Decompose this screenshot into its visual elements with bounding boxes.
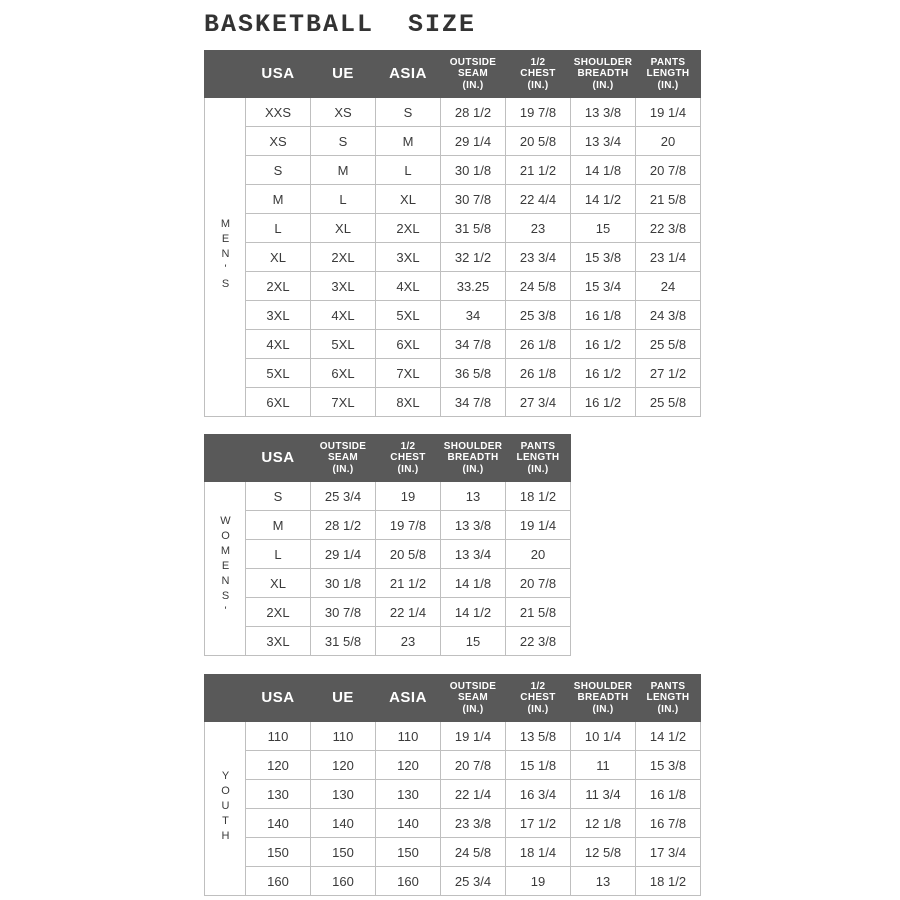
table-row (205, 98, 701, 127)
table-row (205, 751, 701, 780)
table-cell: 30 1/8 (441, 156, 506, 185)
table-row (205, 780, 701, 809)
column-header (636, 51, 701, 98)
table-cell: 11 (571, 751, 636, 780)
column-header-label: (IN.) (397, 463, 419, 475)
table-row (205, 511, 571, 540)
table-cell: 20 7/8 (441, 751, 506, 780)
youth-size-table-container (204, 674, 701, 896)
table-cell: 20 7/8 (506, 569, 571, 598)
table-cell: 17 1/2 (506, 809, 571, 838)
table-cell: 20 (636, 127, 701, 156)
group-label-text: WOMENS' (219, 514, 232, 620)
table-cell: 24 5/8 (506, 272, 571, 301)
table-cell: 33.25 (441, 272, 506, 301)
table-row (205, 627, 571, 656)
table-cell: S (376, 98, 441, 127)
table-row (205, 127, 701, 156)
column-header-label: (IN.) (592, 703, 614, 715)
column-header-label: PANTS (650, 680, 686, 692)
table-cell: 26 1/8 (506, 359, 571, 388)
table-cell: 22 3/8 (506, 627, 571, 656)
table-cell: 13 3/4 (441, 540, 506, 569)
table-cell: 4XL (311, 301, 376, 330)
table-cell: L (246, 540, 311, 569)
column-header (506, 51, 571, 98)
table-cell: 27 1/2 (636, 359, 701, 388)
table-cell: 14 1/2 (571, 185, 636, 214)
table-cell: 34 7/8 (441, 388, 506, 417)
group-label-mens (205, 98, 246, 417)
table-cell: 2XL (246, 272, 311, 301)
column-header-label: LENGTH (646, 68, 690, 80)
table-cell: 30 7/8 (311, 598, 376, 627)
table-cell: 30 7/8 (441, 185, 506, 214)
table-cell: 19 1/4 (441, 722, 506, 751)
column-header-label: ASIA (389, 65, 427, 83)
table-cell: 15 3/8 (571, 243, 636, 272)
womens-size-table-container (204, 434, 571, 656)
table-row (205, 243, 701, 272)
table-cell: 16 1/2 (571, 330, 636, 359)
table-cell: 150 (246, 838, 311, 867)
table-cell: S (246, 482, 311, 511)
table-cell: 2XL (311, 243, 376, 272)
table-row (205, 482, 571, 511)
column-header-label: (IN.) (592, 79, 614, 91)
table-row (205, 598, 571, 627)
column-header (376, 675, 441, 722)
table-cell: 28 1/2 (311, 511, 376, 540)
table-cell: 19 1/4 (636, 98, 701, 127)
table-cell: 14 1/8 (441, 569, 506, 598)
table-cell: 130 (246, 780, 311, 809)
table-cell: 21 5/8 (636, 185, 701, 214)
table-cell: 18 1/2 (636, 867, 701, 896)
column-header-label: 1/2 (530, 56, 546, 68)
table-cell: 34 7/8 (441, 330, 506, 359)
table-cell: 110 (376, 722, 441, 751)
column-header-label: (IN.) (657, 703, 679, 715)
table-row (205, 272, 701, 301)
table-cell: 23 3/8 (441, 809, 506, 838)
table-cell: 160 (311, 867, 376, 896)
table-cell: 14 1/2 (441, 598, 506, 627)
table-cell: 17 3/4 (636, 838, 701, 867)
table-row (205, 388, 701, 417)
column-header-label: PANTS (650, 56, 686, 68)
column-header-label: USA (261, 65, 295, 83)
column-header-label: (IN.) (462, 463, 484, 475)
table-cell: XXS (246, 98, 311, 127)
table-cell: 10 1/4 (571, 722, 636, 751)
column-header (441, 51, 506, 98)
group-label-text: MEN'S (219, 218, 232, 293)
table-cell: 24 5/8 (441, 838, 506, 867)
column-header (376, 435, 441, 482)
table-cell: XS (311, 98, 376, 127)
table-cell: 15 1/8 (506, 751, 571, 780)
table-cell: XS (246, 127, 311, 156)
table-cell: 25 3/4 (311, 482, 376, 511)
table-row (205, 722, 701, 751)
youth-size-table (204, 674, 701, 896)
column-header (441, 675, 506, 722)
table-cell: 5XL (311, 330, 376, 359)
table-row (205, 569, 571, 598)
table-cell: 12 5/8 (571, 838, 636, 867)
table-row (205, 867, 701, 896)
table-cell: 24 3/8 (636, 301, 701, 330)
table-cell: 13 5/8 (506, 722, 571, 751)
group-label-text: YOUTH (219, 769, 232, 845)
table-cell: 110 (311, 722, 376, 751)
table-cell: 7XL (376, 359, 441, 388)
page-title: BASKETBALL SIZE (204, 10, 477, 39)
table-row (205, 214, 701, 243)
table-cell: 160 (246, 867, 311, 896)
table-cell: L (311, 185, 376, 214)
column-header-label: (IN.) (527, 79, 549, 91)
column-header-label: USA (261, 449, 295, 467)
column-header (311, 51, 376, 98)
table-cell: 18 1/4 (506, 838, 571, 867)
table-cell: 2XL (246, 598, 311, 627)
table-cell: 16 1/2 (571, 388, 636, 417)
column-header (246, 435, 311, 482)
column-header-label: (IN.) (462, 703, 484, 715)
table-cell: XL (246, 243, 311, 272)
table-cell: 30 1/8 (311, 569, 376, 598)
table-cell: 8XL (376, 388, 441, 417)
table-cell: 31 5/8 (311, 627, 376, 656)
table-row (205, 540, 571, 569)
table-cell: 16 1/2 (571, 359, 636, 388)
column-header (246, 675, 311, 722)
table-cell: 14 1/8 (571, 156, 636, 185)
table-cell: 5XL (376, 301, 441, 330)
table-cell: 23 1/4 (636, 243, 701, 272)
table-cell: 140 (246, 809, 311, 838)
table-cell: 11 3/4 (571, 780, 636, 809)
table-cell: 3XL (376, 243, 441, 272)
table-cell: 7XL (311, 388, 376, 417)
table-cell: M (246, 185, 311, 214)
column-header (571, 51, 636, 98)
table-cell: 22 3/8 (636, 214, 701, 243)
table-cell: 16 1/8 (571, 301, 636, 330)
table-cell: XL (246, 569, 311, 598)
table-cell: 23 3/4 (506, 243, 571, 272)
table-cell: 6XL (376, 330, 441, 359)
table-cell: 150 (311, 838, 376, 867)
table-cell: 6XL (246, 388, 311, 417)
table-cell: 110 (246, 722, 311, 751)
table-cell: 19 7/8 (376, 511, 441, 540)
table-cell: 14 1/2 (636, 722, 701, 751)
table-cell: 25 5/8 (636, 330, 701, 359)
table-cell: 13 3/4 (571, 127, 636, 156)
table-cell: 4XL (376, 272, 441, 301)
column-header-label: (IN.) (527, 703, 549, 715)
table-cell: 22 1/4 (376, 598, 441, 627)
column-header-label: (IN.) (332, 463, 354, 475)
table-cell: 22 4/4 (506, 185, 571, 214)
table-cell: 120 (311, 751, 376, 780)
mens-size-table (204, 50, 701, 417)
table-cell: 36 5/8 (441, 359, 506, 388)
column-header-label: SHOULDER (573, 680, 633, 692)
table-cell: 18 1/2 (506, 482, 571, 511)
column-header-label: CHEST (520, 68, 556, 80)
group-label-youth (205, 722, 246, 896)
table-cell: 23 (376, 627, 441, 656)
table-cell: 13 (441, 482, 506, 511)
column-header-label: UE (332, 689, 354, 707)
column-header-label: (IN.) (462, 79, 484, 91)
column-header (441, 435, 506, 482)
table-cell: 27 3/4 (506, 388, 571, 417)
table-cell: 32 1/2 (441, 243, 506, 272)
table-cell: 4XL (246, 330, 311, 359)
table-cell: 3XL (246, 627, 311, 656)
table-cell: 120 (246, 751, 311, 780)
table-cell: 34 (441, 301, 506, 330)
table-cell: 31 5/8 (441, 214, 506, 243)
table-row (205, 809, 701, 838)
table-cell: 29 1/4 (441, 127, 506, 156)
table-cell: 16 1/8 (636, 780, 701, 809)
column-header-label: (IN.) (657, 79, 679, 91)
column-header-label: LENGTH (646, 692, 690, 704)
table-cell: 19 1/4 (506, 511, 571, 540)
column-header (311, 675, 376, 722)
table-cell: L (376, 156, 441, 185)
table-cell: 15 3/8 (636, 751, 701, 780)
table-cell: 130 (311, 780, 376, 809)
table-cell: 19 7/8 (506, 98, 571, 127)
column-header-label: OUTSIDE (449, 56, 497, 68)
table-cell: 28 1/2 (441, 98, 506, 127)
table-cell: 15 (571, 214, 636, 243)
table-corner-cell (205, 51, 246, 98)
column-header (636, 675, 701, 722)
table-cell: 13 3/8 (441, 511, 506, 540)
table-cell: 16 3/4 (506, 780, 571, 809)
column-header-label: (IN.) (527, 463, 549, 475)
table-cell: 21 1/2 (376, 569, 441, 598)
table-cell: L (246, 214, 311, 243)
column-header-label: BREADTH (577, 692, 629, 704)
table-cell: 24 (636, 272, 701, 301)
table-cell: 150 (376, 838, 441, 867)
table-cell: XL (311, 214, 376, 243)
column-header-label: CHEST (390, 452, 426, 464)
table-cell: 12 1/8 (571, 809, 636, 838)
column-header-label: BREADTH (447, 452, 499, 464)
column-header-label: CHEST (520, 692, 556, 704)
table-cell: M (311, 156, 376, 185)
table-cell: 130 (376, 780, 441, 809)
table-row (205, 156, 701, 185)
table-cell: 15 3/4 (571, 272, 636, 301)
table-cell: 3XL (311, 272, 376, 301)
table-cell: 3XL (246, 301, 311, 330)
column-header-label: SHOULDER (443, 440, 503, 452)
table-cell: 25 3/8 (506, 301, 571, 330)
table-cell: 16 7/8 (636, 809, 701, 838)
column-header (506, 675, 571, 722)
table-cell: 20 5/8 (376, 540, 441, 569)
table-cell: 15 (441, 627, 506, 656)
table-cell: M (246, 511, 311, 540)
table-row (205, 301, 701, 330)
group-label-womens (205, 482, 246, 656)
table-cell: 19 (506, 867, 571, 896)
table-row (205, 838, 701, 867)
table-cell: 20 5/8 (506, 127, 571, 156)
table-cell: S (246, 156, 311, 185)
column-header (311, 435, 376, 482)
table-cell: 25 3/4 (441, 867, 506, 896)
column-header-label: PANTS (520, 440, 556, 452)
table-cell: 13 (571, 867, 636, 896)
table-corner-cell (205, 435, 246, 482)
womens-size-table (204, 434, 571, 656)
table-cell: 120 (376, 751, 441, 780)
table-cell: M (376, 127, 441, 156)
column-header-label: SEAM (457, 692, 489, 704)
table-cell: 22 1/4 (441, 780, 506, 809)
column-header-label: BREADTH (577, 68, 629, 80)
table-cell: 29 1/4 (311, 540, 376, 569)
table-cell: 25 5/8 (636, 388, 701, 417)
table-cell: 160 (376, 867, 441, 896)
table-row (205, 330, 701, 359)
column-header-label: LENGTH (516, 452, 560, 464)
column-header-label: OUTSIDE (449, 680, 497, 692)
table-cell: 140 (311, 809, 376, 838)
table-cell: 26 1/8 (506, 330, 571, 359)
column-header-label: USA (261, 689, 295, 707)
column-header (571, 675, 636, 722)
column-header-label: SEAM (327, 452, 359, 464)
column-header-label: UE (332, 65, 354, 83)
table-corner-cell (205, 675, 246, 722)
table-cell: XL (376, 185, 441, 214)
table-cell: 21 5/8 (506, 598, 571, 627)
table-cell: 23 (506, 214, 571, 243)
table-cell: 21 1/2 (506, 156, 571, 185)
mens-size-table-container (204, 50, 701, 417)
table-cell: 20 7/8 (636, 156, 701, 185)
table-cell: 20 (506, 540, 571, 569)
column-header (376, 51, 441, 98)
column-header-label: OUTSIDE (319, 440, 367, 452)
column-header-label: SEAM (457, 68, 489, 80)
column-header (506, 435, 571, 482)
table-row (205, 359, 701, 388)
table-cell: 2XL (376, 214, 441, 243)
table-cell: 13 3/8 (571, 98, 636, 127)
table-cell: 19 (376, 482, 441, 511)
column-header-label: SHOULDER (573, 56, 633, 68)
table-cell: 5XL (246, 359, 311, 388)
column-header-label: ASIA (389, 689, 427, 707)
column-header-label: 1/2 (400, 440, 416, 452)
table-cell: S (311, 127, 376, 156)
table-cell: 140 (376, 809, 441, 838)
column-header-label: 1/2 (530, 680, 546, 692)
table-cell: 6XL (311, 359, 376, 388)
table-row (205, 185, 701, 214)
column-header (246, 51, 311, 98)
